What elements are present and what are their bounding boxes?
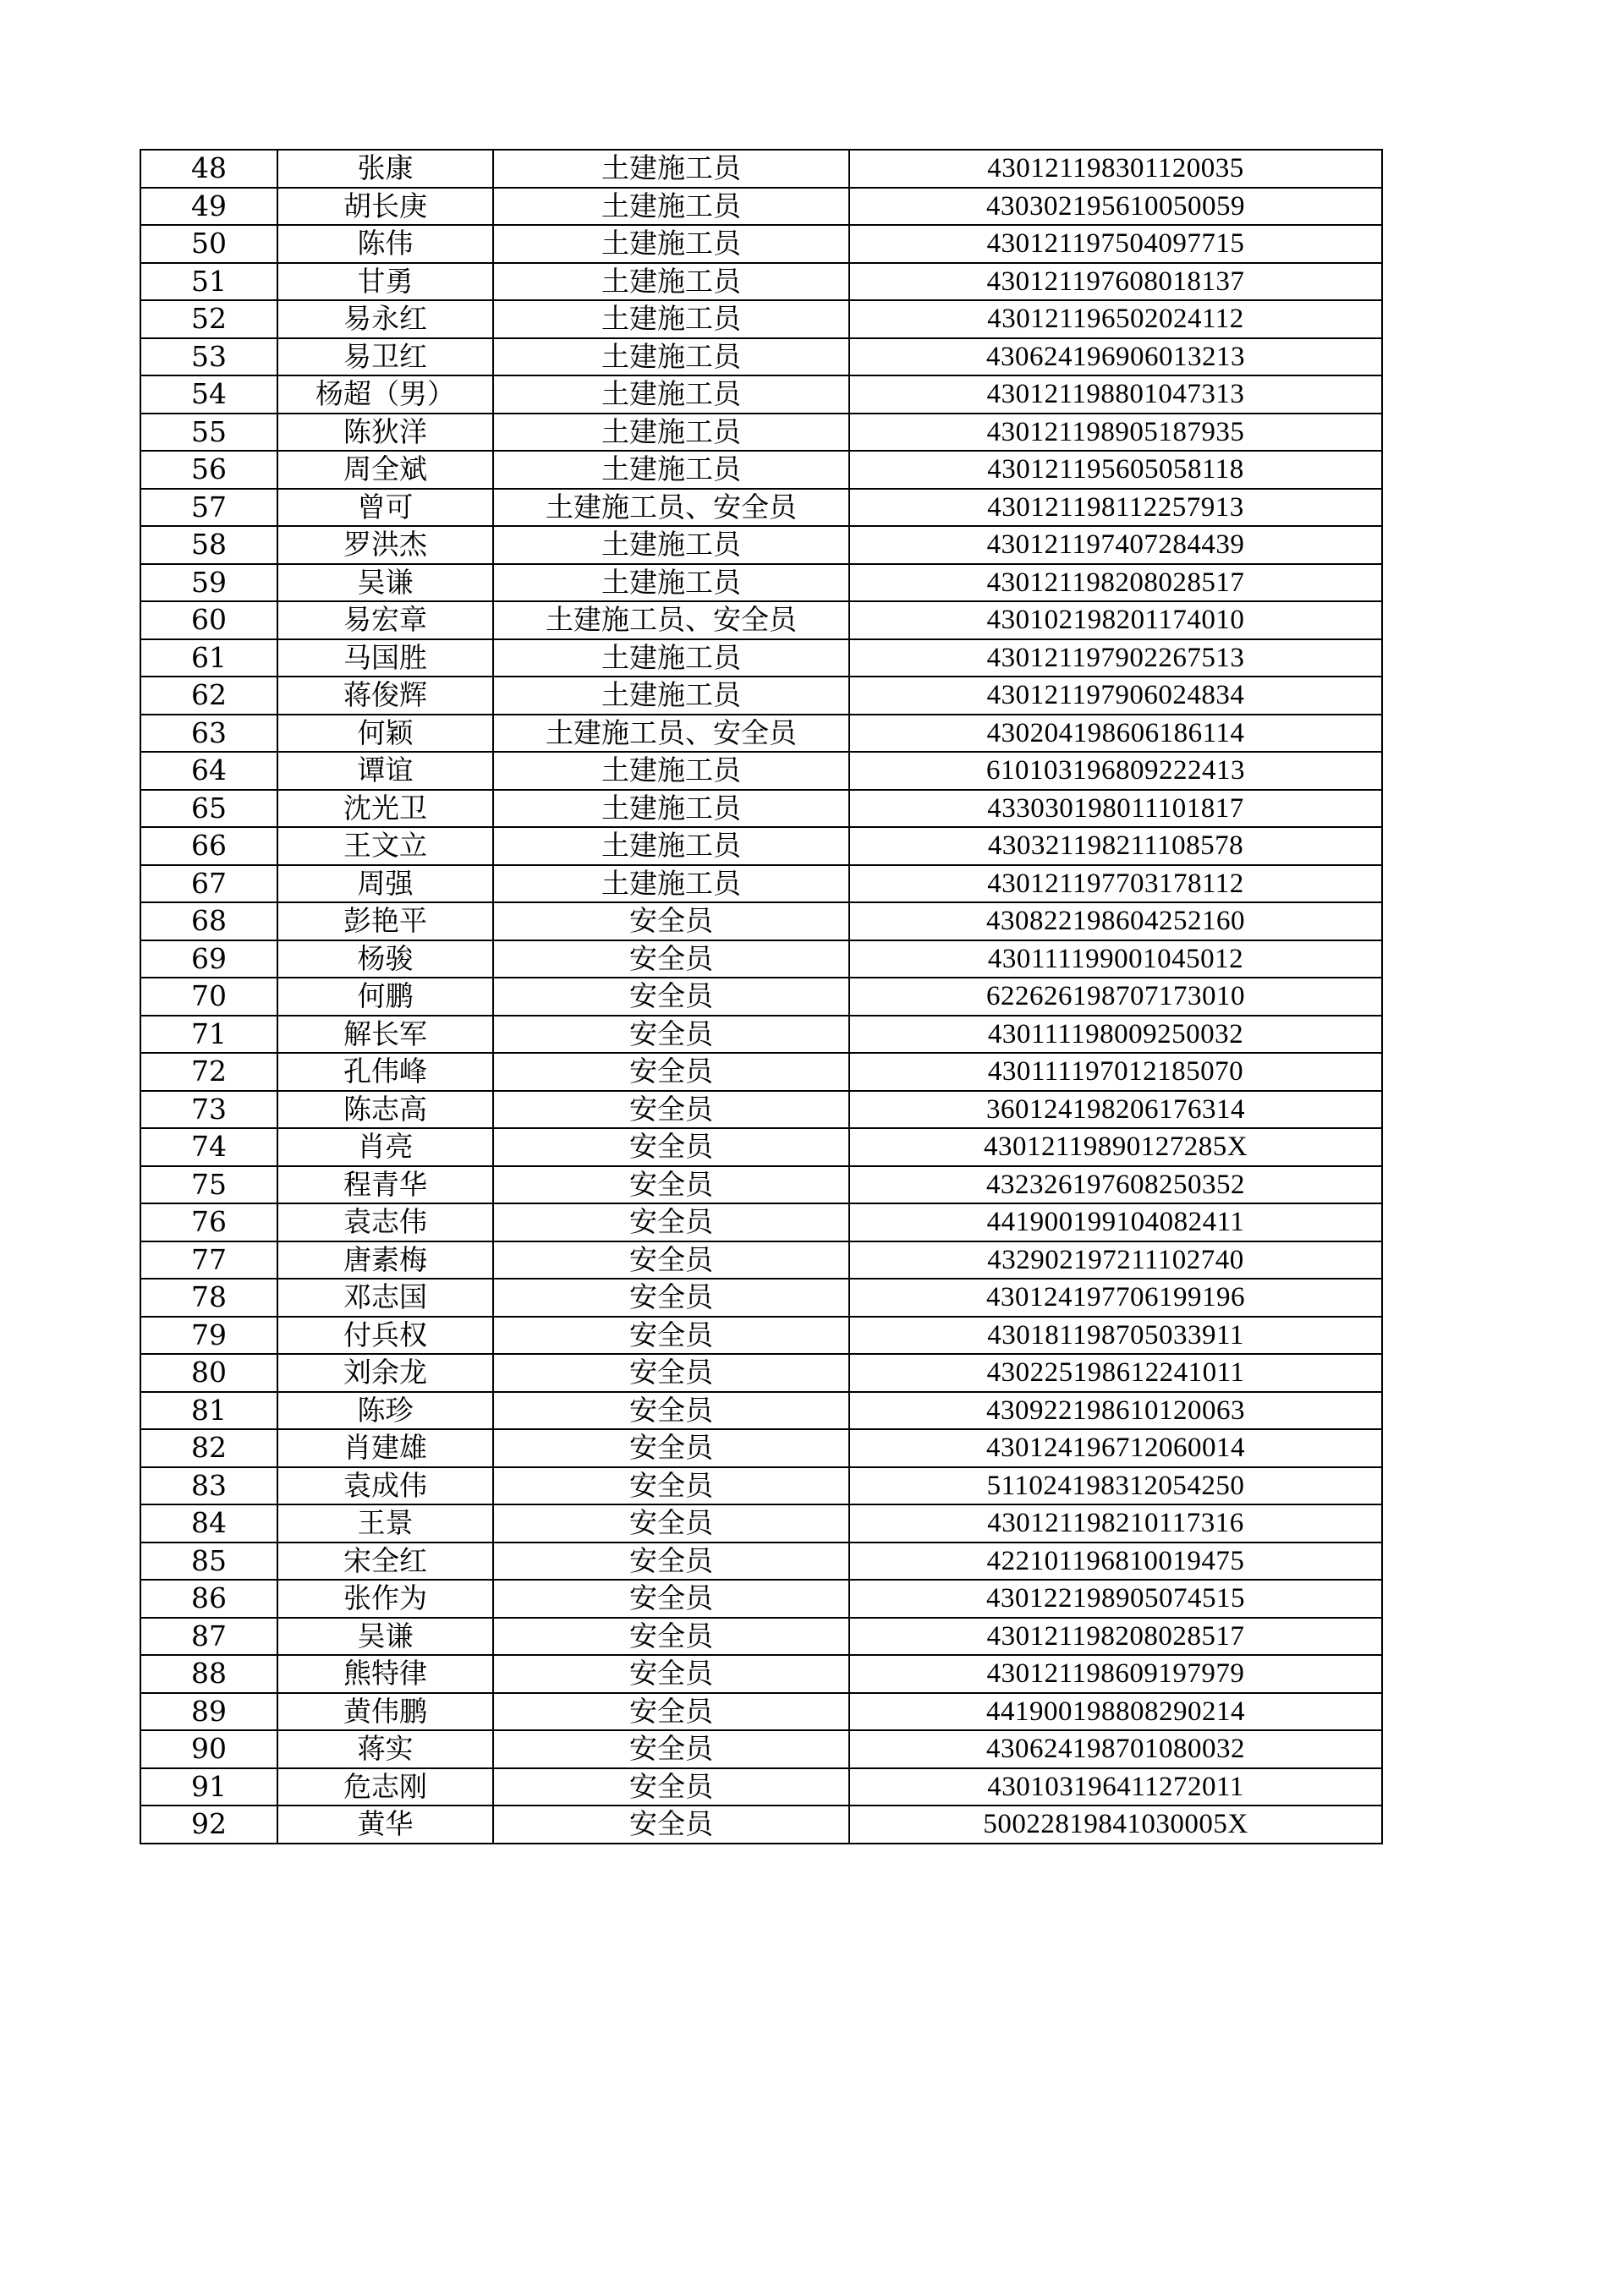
role-cell: 土建施工员 (493, 225, 849, 263)
row-number-cell: 85 (140, 1543, 277, 1581)
table-row (140, 827, 1382, 865)
table-row (140, 1580, 1382, 1618)
id-number-cell: 430111199001045012 (849, 940, 1382, 978)
name-cell: 邓志国 (277, 1279, 493, 1317)
id-number-cell: 430121197906024834 (849, 677, 1382, 715)
role-cell: 安全员 (493, 1203, 849, 1241)
table-row (140, 1806, 1382, 1844)
name-cell: 解长军 (277, 1016, 493, 1054)
table-row (140, 1053, 1382, 1091)
name-cell: 陈伟 (277, 225, 493, 263)
table-row (140, 1730, 1382, 1768)
id-number-cell: 441900199104082411 (849, 1203, 1382, 1241)
table-row (140, 1655, 1382, 1693)
name-cell: 易宏章 (277, 601, 493, 639)
id-number-cell: 511024198312054250 (849, 1467, 1382, 1505)
table-row (140, 1467, 1382, 1505)
name-cell: 周全斌 (277, 451, 493, 489)
name-cell: 吴谦 (277, 1618, 493, 1656)
name-cell: 王景 (277, 1504, 493, 1543)
table-row (140, 940, 1382, 978)
table-row (140, 564, 1382, 602)
id-number-cell: 430121198609197979 (849, 1655, 1382, 1693)
name-cell: 曾可 (277, 489, 493, 527)
row-number-cell: 65 (140, 790, 277, 828)
table-row (140, 188, 1382, 226)
role-cell: 安全员 (493, 940, 849, 978)
name-cell: 程青华 (277, 1166, 493, 1204)
row-number-cell: 89 (140, 1693, 277, 1731)
role-cell: 安全员 (493, 1467, 849, 1505)
table-row (140, 715, 1382, 753)
row-number-cell: 72 (140, 1053, 277, 1091)
name-cell: 易卫红 (277, 338, 493, 376)
row-number-cell: 51 (140, 263, 277, 301)
row-number-cell: 50 (140, 225, 277, 263)
table-row (140, 752, 1382, 790)
row-number-cell: 92 (140, 1806, 277, 1844)
name-cell: 杨超（男） (277, 375, 493, 414)
row-number-cell: 53 (140, 338, 277, 376)
table-row (140, 601, 1382, 639)
table-row (140, 150, 1382, 188)
name-cell: 陈狄洋 (277, 414, 493, 452)
name-cell: 张康 (277, 150, 493, 188)
table-row (140, 902, 1382, 940)
id-number-cell: 430103196411272011 (849, 1768, 1382, 1806)
table-row (140, 300, 1382, 338)
name-cell: 张作为 (277, 1580, 493, 1618)
name-cell: 彭艳平 (277, 902, 493, 940)
table-row (140, 1354, 1382, 1392)
id-number-cell: 430111198009250032 (849, 1016, 1382, 1054)
role-cell: 安全员 (493, 1317, 849, 1355)
row-number-cell: 88 (140, 1655, 277, 1693)
role-cell: 土建施工员、安全员 (493, 715, 849, 753)
table-row (140, 1279, 1382, 1317)
row-number-cell: 73 (140, 1091, 277, 1129)
row-number-cell: 58 (140, 526, 277, 564)
id-number-cell: 430321198211108578 (849, 827, 1382, 865)
id-number-cell: 430204198606186114 (849, 715, 1382, 753)
table-row (140, 1016, 1382, 1054)
id-number-cell: 430121197608018137 (849, 263, 1382, 301)
row-number-cell: 60 (140, 601, 277, 639)
role-cell: 土建施工员、安全员 (493, 489, 849, 527)
row-number-cell: 63 (140, 715, 277, 753)
id-number-cell: 430121196502024112 (849, 300, 1382, 338)
table-row (140, 1543, 1382, 1581)
row-number-cell: 80 (140, 1354, 277, 1392)
name-cell: 袁志伟 (277, 1203, 493, 1241)
id-number-cell: 430121198208028517 (849, 1618, 1382, 1656)
role-cell: 安全员 (493, 1655, 849, 1693)
table-row (140, 1203, 1382, 1241)
table-row (140, 1241, 1382, 1280)
id-number-cell: 422101196810019475 (849, 1543, 1382, 1581)
role-cell: 安全员 (493, 1354, 849, 1392)
table-row (140, 1091, 1382, 1129)
role-cell: 安全员 (493, 1166, 849, 1204)
table-row (140, 1429, 1382, 1467)
row-number-cell: 77 (140, 1241, 277, 1280)
name-cell: 肖亮 (277, 1128, 493, 1166)
table-row (140, 263, 1382, 301)
role-cell: 安全员 (493, 1429, 849, 1467)
id-number-cell: 430121197902267513 (849, 639, 1382, 677)
role-cell: 土建施工员 (493, 414, 849, 452)
row-number-cell: 59 (140, 564, 277, 602)
name-cell: 吴谦 (277, 564, 493, 602)
row-number-cell: 71 (140, 1016, 277, 1054)
name-cell: 孔伟峰 (277, 1053, 493, 1091)
row-number-cell: 54 (140, 375, 277, 414)
name-cell: 马国胜 (277, 639, 493, 677)
row-number-cell: 84 (140, 1504, 277, 1543)
id-number-cell: 430121197703178112 (849, 865, 1382, 903)
row-number-cell: 83 (140, 1467, 277, 1505)
row-number-cell: 62 (140, 677, 277, 715)
table-row (140, 865, 1382, 903)
id-number-cell: 430124197706199196 (849, 1279, 1382, 1317)
name-cell: 周强 (277, 865, 493, 903)
id-number-cell: 610103196809222413 (849, 752, 1382, 790)
role-cell: 土建施工员 (493, 639, 849, 677)
table-row (140, 414, 1382, 452)
name-cell: 宋全红 (277, 1543, 493, 1581)
name-cell: 陈志高 (277, 1091, 493, 1129)
role-cell: 安全员 (493, 902, 849, 940)
id-number-cell: 430624196906013213 (849, 338, 1382, 376)
id-number-cell: 430624198701080032 (849, 1730, 1382, 1768)
table-row (140, 1504, 1382, 1543)
id-number-cell: 432902197211102740 (849, 1241, 1382, 1280)
role-cell: 安全员 (493, 1768, 849, 1806)
name-cell: 付兵权 (277, 1317, 493, 1355)
role-cell: 安全员 (493, 1543, 849, 1581)
table-row (140, 1166, 1382, 1204)
role-cell: 土建施工员 (493, 564, 849, 602)
name-cell: 谭谊 (277, 752, 493, 790)
table-row (140, 526, 1382, 564)
personnel-table (140, 149, 1383, 1844)
row-number-cell: 81 (140, 1392, 277, 1430)
name-cell: 肖建雄 (277, 1429, 493, 1467)
table-row (140, 1317, 1382, 1355)
row-number-cell: 67 (140, 865, 277, 903)
row-number-cell: 82 (140, 1429, 277, 1467)
name-cell: 蒋实 (277, 1730, 493, 1768)
id-number-cell: 430225198612241011 (849, 1354, 1382, 1392)
id-number-cell: 430122198905074515 (849, 1580, 1382, 1618)
table-row (140, 1693, 1382, 1731)
row-number-cell: 87 (140, 1618, 277, 1656)
row-number-cell: 75 (140, 1166, 277, 1204)
id-number-cell: 430121195605058118 (849, 451, 1382, 489)
id-number-cell: 430121198208028517 (849, 564, 1382, 602)
id-number-cell: 430822198604252160 (849, 902, 1382, 940)
name-cell: 黄伟鹏 (277, 1693, 493, 1731)
role-cell: 土建施工员 (493, 790, 849, 828)
row-number-cell: 57 (140, 489, 277, 527)
table-row (140, 489, 1382, 527)
id-number-cell: 430181198705033911 (849, 1317, 1382, 1355)
role-cell: 安全员 (493, 1016, 849, 1054)
name-cell: 何颖 (277, 715, 493, 753)
role-cell: 安全员 (493, 1730, 849, 1768)
name-cell: 熊特律 (277, 1655, 493, 1693)
row-number-cell: 61 (140, 639, 277, 677)
id-number-cell: 430111197012185070 (849, 1053, 1382, 1091)
name-cell: 陈珍 (277, 1392, 493, 1430)
id-number-cell: 441900198808290214 (849, 1693, 1382, 1731)
id-number-cell: 430121198210117316 (849, 1504, 1382, 1543)
role-cell: 土建施工员 (493, 451, 849, 489)
role-cell: 安全员 (493, 1279, 849, 1317)
row-number-cell: 48 (140, 150, 277, 188)
name-cell: 黄华 (277, 1806, 493, 1844)
role-cell: 土建施工员 (493, 150, 849, 188)
table-row (140, 790, 1382, 828)
role-cell: 土建施工员 (493, 338, 849, 376)
id-number-cell: 430121198301120035 (849, 150, 1382, 188)
name-cell: 罗洪杰 (277, 526, 493, 564)
name-cell: 甘勇 (277, 263, 493, 301)
id-number-cell: 430121198905187935 (849, 414, 1382, 452)
table-row (140, 1618, 1382, 1656)
role-cell: 土建施工员 (493, 677, 849, 715)
id-number-cell: 430121198112257913 (849, 489, 1382, 527)
table-row (140, 978, 1382, 1016)
role-cell: 安全员 (493, 1504, 849, 1543)
row-number-cell: 69 (140, 940, 277, 978)
table-row (140, 338, 1382, 376)
role-cell: 土建施工员 (493, 752, 849, 790)
name-cell: 蒋俊辉 (277, 677, 493, 715)
row-number-cell: 79 (140, 1317, 277, 1355)
row-number-cell: 66 (140, 827, 277, 865)
id-number-cell: 43012119890127285X (849, 1128, 1382, 1166)
role-cell: 安全员 (493, 1053, 849, 1091)
role-cell: 安全员 (493, 1580, 849, 1618)
table-row (140, 639, 1382, 677)
name-cell: 沈光卫 (277, 790, 493, 828)
role-cell: 土建施工员 (493, 375, 849, 414)
role-cell: 安全员 (493, 1091, 849, 1129)
role-cell: 土建施工员 (493, 526, 849, 564)
id-number-cell: 360124198206176314 (849, 1091, 1382, 1129)
id-number-cell: 430922198610120063 (849, 1392, 1382, 1430)
row-number-cell: 68 (140, 902, 277, 940)
table-row (140, 1392, 1382, 1430)
name-cell: 刘余龙 (277, 1354, 493, 1392)
role-cell: 土建施工员、安全员 (493, 601, 849, 639)
row-number-cell: 52 (140, 300, 277, 338)
row-number-cell: 86 (140, 1580, 277, 1618)
row-number-cell: 78 (140, 1279, 277, 1317)
role-cell: 安全员 (493, 978, 849, 1016)
id-number-cell: 50022819841030005X (849, 1806, 1382, 1844)
name-cell: 何鹏 (277, 978, 493, 1016)
table-row (140, 1768, 1382, 1806)
personnel-table-body (140, 150, 1382, 1844)
name-cell: 危志刚 (277, 1768, 493, 1806)
id-number-cell: 430102198201174010 (849, 601, 1382, 639)
table-row (140, 451, 1382, 489)
role-cell: 土建施工员 (493, 188, 849, 226)
row-number-cell: 76 (140, 1203, 277, 1241)
role-cell: 安全员 (493, 1618, 849, 1656)
row-number-cell: 56 (140, 451, 277, 489)
id-number-cell: 430124196712060014 (849, 1429, 1382, 1467)
id-number-cell: 430302195610050059 (849, 188, 1382, 226)
row-number-cell: 55 (140, 414, 277, 452)
id-number-cell: 622626198707173010 (849, 978, 1382, 1016)
role-cell: 安全员 (493, 1241, 849, 1280)
name-cell: 唐素梅 (277, 1241, 493, 1280)
name-cell: 袁成伟 (277, 1467, 493, 1505)
name-cell: 杨骏 (277, 940, 493, 978)
row-number-cell: 49 (140, 188, 277, 226)
role-cell: 安全员 (493, 1128, 849, 1166)
table-row (140, 225, 1382, 263)
name-cell: 胡长庚 (277, 188, 493, 226)
role-cell: 安全员 (493, 1392, 849, 1430)
role-cell: 土建施工员 (493, 865, 849, 903)
table-row (140, 677, 1382, 715)
row-number-cell: 90 (140, 1730, 277, 1768)
role-cell: 土建施工员 (493, 300, 849, 338)
table-row (140, 375, 1382, 414)
row-number-cell: 70 (140, 978, 277, 1016)
row-number-cell: 64 (140, 752, 277, 790)
role-cell: 土建施工员 (493, 263, 849, 301)
table-row (140, 1128, 1382, 1166)
row-number-cell: 91 (140, 1768, 277, 1806)
role-cell: 安全员 (493, 1806, 849, 1844)
id-number-cell: 430121197407284439 (849, 526, 1382, 564)
id-number-cell: 430121197504097715 (849, 225, 1382, 263)
id-number-cell: 432326197608250352 (849, 1166, 1382, 1204)
role-cell: 安全员 (493, 1693, 849, 1731)
role-cell: 土建施工员 (493, 827, 849, 865)
name-cell: 王文立 (277, 827, 493, 865)
id-number-cell: 433030198011101817 (849, 790, 1382, 828)
row-number-cell: 74 (140, 1128, 277, 1166)
id-number-cell: 430121198801047313 (849, 375, 1382, 414)
name-cell: 易永红 (277, 300, 493, 338)
